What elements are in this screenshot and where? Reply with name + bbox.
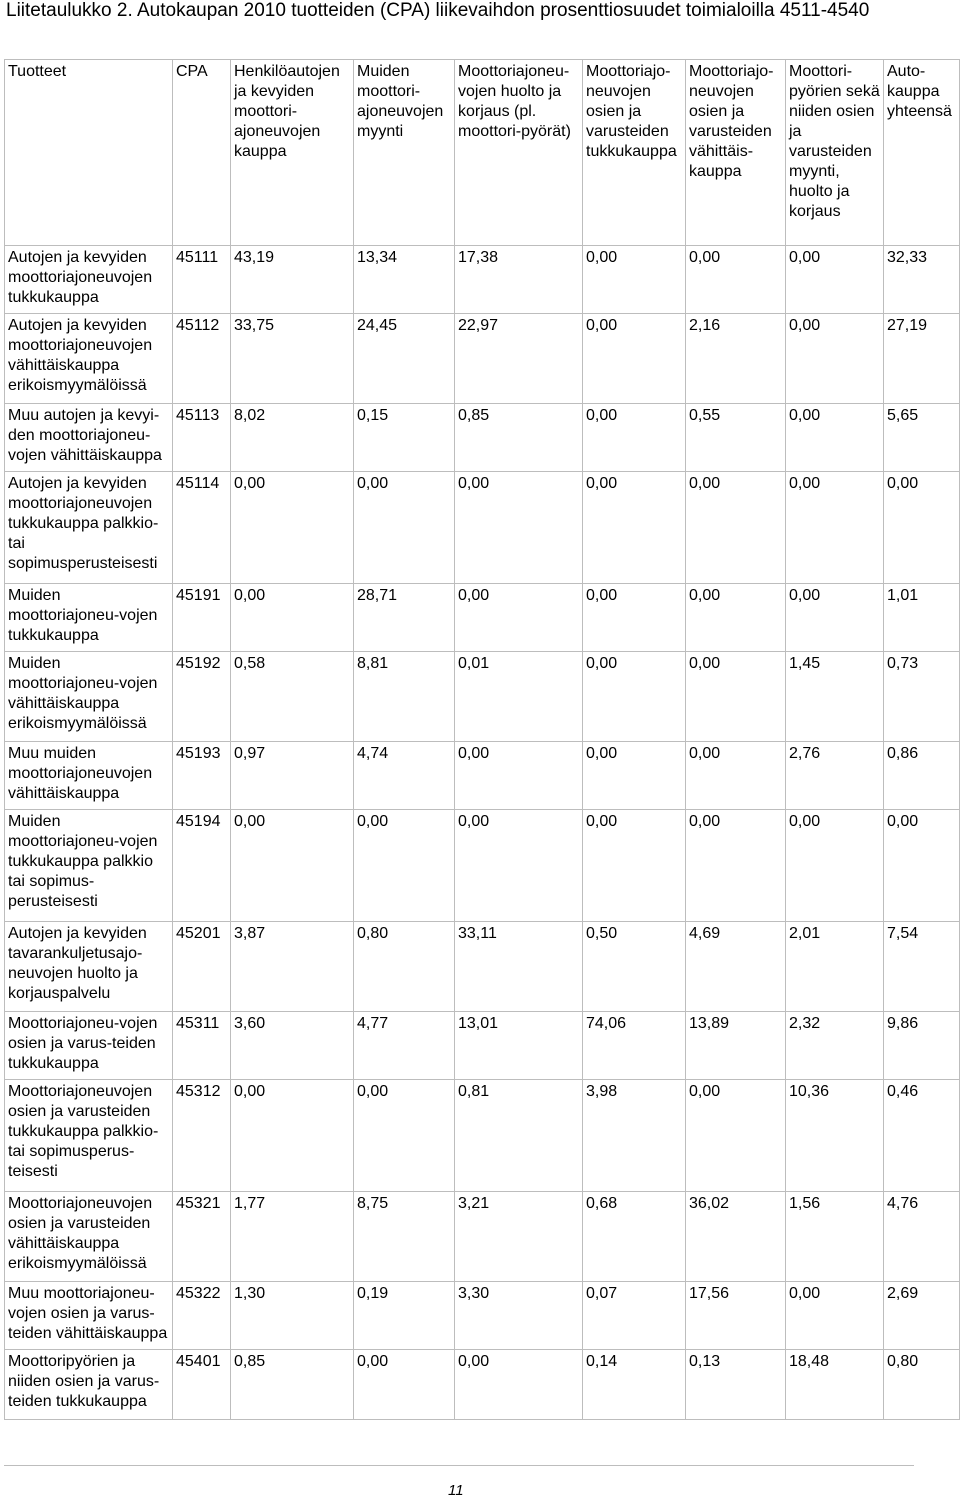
value-cell-car-trade: 1,77 <box>231 1192 354 1282</box>
header-parts-retail: Moottoriajo-neuvojen osien ja varusteiden vähittäis-kauppa <box>686 60 786 246</box>
product-name-cell: Autojen ja kevyiden tavarankuljetusajo-neuvojen huolto ja korjauspalvelu <box>5 922 173 1012</box>
value-cell-parts-retail: 0,00 <box>686 742 786 810</box>
value-cell-car-trade: 0,00 <box>231 584 354 652</box>
table-row <box>5 922 960 1012</box>
value-cell-car-trade: 0,00 <box>231 1080 354 1192</box>
table-row <box>5 810 960 922</box>
value-cell-car-trade: 0,00 <box>231 472 354 584</box>
value-cell-motorcycles: 1,56 <box>786 1192 884 1282</box>
cpa-code-cell: 45194 <box>173 810 231 922</box>
value-cell-other-vehicles-sales: 0,00 <box>354 472 455 584</box>
value-cell-parts-retail: 13,89 <box>686 1012 786 1080</box>
value-cell-car-trade: 0,85 <box>231 1350 354 1420</box>
value-cell-total: 0,80 <box>884 1350 960 1420</box>
value-cell-other-vehicles-sales: 8,81 <box>354 652 455 742</box>
value-cell-parts-wholesale: 0,00 <box>583 810 686 922</box>
value-cell-maintenance-repair: 0,00 <box>455 810 583 922</box>
value-cell-total: 9,86 <box>884 1012 960 1080</box>
value-cell-parts-wholesale: 0,14 <box>583 1350 686 1420</box>
cpa-code-cell: 45321 <box>173 1192 231 1282</box>
value-cell-total: 2,69 <box>884 1282 960 1350</box>
cpa-code-cell: 45201 <box>173 922 231 1012</box>
value-cell-parts-wholesale: 0,07 <box>583 1282 686 1350</box>
value-cell-other-vehicles-sales: 24,45 <box>354 314 455 404</box>
value-cell-total: 7,54 <box>884 922 960 1012</box>
value-cell-other-vehicles-sales: 0,00 <box>354 1080 455 1192</box>
header-motorcycles: Moottori-pyörien sekä niiden osien ja varusteiden myynti, huolto ja korjaus <box>786 60 884 246</box>
value-cell-other-vehicles-sales: 0,15 <box>354 404 455 472</box>
cpa-code-cell: 45192 <box>173 652 231 742</box>
product-name-cell: Muiden moottoriajoneu-vojen vähittäiskauppa erikoismyymälöissä <box>5 652 173 742</box>
value-cell-maintenance-repair: 3,30 <box>455 1282 583 1350</box>
product-name-cell: Moottoriajoneuvojen osien ja varusteiden vähittäiskauppa erikoismyymälöissä <box>5 1192 173 1282</box>
value-cell-maintenance-repair: 0,01 <box>455 652 583 742</box>
value-cell-motorcycles: 2,32 <box>786 1012 884 1080</box>
value-cell-parts-wholesale: 0,00 <box>583 246 686 314</box>
cpa-code-cell: 45193 <box>173 742 231 810</box>
value-cell-maintenance-repair: 33,11 <box>455 922 583 1012</box>
value-cell-maintenance-repair: 0,00 <box>455 472 583 584</box>
value-cell-parts-retail: 2,16 <box>686 314 786 404</box>
value-cell-parts-retail: 0,00 <box>686 246 786 314</box>
value-cell-parts-wholesale: 74,06 <box>583 1012 686 1080</box>
value-cell-motorcycles: 1,45 <box>786 652 884 742</box>
value-cell-other-vehicles-sales: 4,74 <box>354 742 455 810</box>
value-cell-car-trade: 8,02 <box>231 404 354 472</box>
value-cell-maintenance-repair: 0,85 <box>455 404 583 472</box>
value-cell-car-trade: 1,30 <box>231 1282 354 1350</box>
header-car-trade: Henkilöautojen ja kevyiden moottori-ajoneuvojen kauppa <box>231 60 354 246</box>
cpa-code-cell: 45322 <box>173 1282 231 1350</box>
table-row <box>5 1080 960 1192</box>
cpa-code-cell: 45312 <box>173 1080 231 1192</box>
value-cell-other-vehicles-sales: 4,77 <box>354 1012 455 1080</box>
value-cell-other-vehicles-sales: 28,71 <box>354 584 455 652</box>
value-cell-motorcycles: 0,00 <box>786 314 884 404</box>
value-cell-other-vehicles-sales: 8,75 <box>354 1192 455 1282</box>
cpa-code-cell: 45191 <box>173 584 231 652</box>
value-cell-parts-wholesale: 0,50 <box>583 922 686 1012</box>
table-row <box>5 652 960 742</box>
value-cell-parts-retail: 4,69 <box>686 922 786 1012</box>
product-name-cell: Autojen ja kevyiden moottoriajoneuvojen tukkukauppa palkkio-tai sopimusperusteisesti <box>5 472 173 584</box>
value-cell-maintenance-repair: 0,00 <box>455 742 583 810</box>
value-cell-motorcycles: 0,00 <box>786 472 884 584</box>
value-cell-car-trade: 43,19 <box>231 246 354 314</box>
value-cell-motorcycles: 2,76 <box>786 742 884 810</box>
table-row <box>5 1012 960 1080</box>
value-cell-parts-wholesale: 0,00 <box>583 472 686 584</box>
value-cell-maintenance-repair: 13,01 <box>455 1012 583 1080</box>
value-cell-maintenance-repair: 0,81 <box>455 1080 583 1192</box>
header-total: Auto-kauppa yhteensä <box>884 60 960 246</box>
value-cell-motorcycles: 0,00 <box>786 1282 884 1350</box>
value-cell-maintenance-repair: 0,00 <box>455 584 583 652</box>
value-cell-parts-retail: 0,00 <box>686 1080 786 1192</box>
value-cell-car-trade: 0,97 <box>231 742 354 810</box>
value-cell-parts-retail: 17,56 <box>686 1282 786 1350</box>
cpa-code-cell: 45311 <box>173 1012 231 1080</box>
value-cell-total: 0,86 <box>884 742 960 810</box>
value-cell-other-vehicles-sales: 0,00 <box>354 1350 455 1420</box>
value-cell-maintenance-repair: 0,00 <box>455 1350 583 1420</box>
value-cell-total: 32,33 <box>884 246 960 314</box>
value-cell-parts-wholesale: 3,98 <box>583 1080 686 1192</box>
value-cell-motorcycles: 2,01 <box>786 922 884 1012</box>
value-cell-parts-wholesale: 0,68 <box>583 1192 686 1282</box>
table-row <box>5 404 960 472</box>
table-title: Liitetaulukko 2. Autokaupan 2010 tuotteiden (CPA) liikevaihdon prosenttiosuudet toimialoilla 4511-4540 <box>6 0 870 21</box>
table-body <box>5 246 960 1420</box>
cpa-code-cell: 45112 <box>173 314 231 404</box>
value-cell-parts-wholesale: 0,00 <box>583 404 686 472</box>
value-cell-parts-retail: 0,00 <box>686 472 786 584</box>
value-cell-total: 0,00 <box>884 810 960 922</box>
value-cell-parts-retail: 36,02 <box>686 1192 786 1282</box>
value-cell-parts-wholesale: 0,00 <box>583 314 686 404</box>
value-cell-car-trade: 3,87 <box>231 922 354 1012</box>
product-name-cell: Muiden moottoriajoneu-vojen tukkukauppa <box>5 584 173 652</box>
value-cell-other-vehicles-sales: 13,34 <box>354 246 455 314</box>
page-number: 11 <box>448 1482 464 1499</box>
product-name-cell: Muu moottoriajoneu-vojen osien ja varus-teiden vähittäiskauppa <box>5 1282 173 1350</box>
table-row <box>5 472 960 584</box>
value-cell-maintenance-repair: 17,38 <box>455 246 583 314</box>
cpa-code-cell: 45111 <box>173 246 231 314</box>
header-parts-wholesale: Moottoriajo-neuvojen osien ja varusteiden tukkukauppa <box>583 60 686 246</box>
percent-share-table <box>4 59 960 1420</box>
value-cell-motorcycles: 0,00 <box>786 584 884 652</box>
product-name-cell: Autojen ja kevyiden moottoriajoneuvojen tukkukauppa <box>5 246 173 314</box>
product-name-cell: Moottoripyörien ja niiden osien ja varus-teiden tukkukauppa <box>5 1350 173 1420</box>
value-cell-other-vehicles-sales: 0,00 <box>354 810 455 922</box>
header-row <box>5 60 960 246</box>
product-name-cell: Muiden moottoriajoneu-vojen tukkukauppa palkkio tai sopimus-perusteisesti <box>5 810 173 922</box>
table-row <box>5 742 960 810</box>
value-cell-total: 5,65 <box>884 404 960 472</box>
footer-divider <box>4 1465 914 1466</box>
value-cell-parts-wholesale: 0,00 <box>583 584 686 652</box>
cpa-code-cell: 45114 <box>173 472 231 584</box>
cpa-code-cell: 45401 <box>173 1350 231 1420</box>
value-cell-total: 1,01 <box>884 584 960 652</box>
header-other-vehicles-sales: Muiden moottori-ajoneuvojen myynti <box>354 60 455 246</box>
value-cell-car-trade: 0,00 <box>231 810 354 922</box>
value-cell-total: 4,76 <box>884 1192 960 1282</box>
product-name-cell: Moottoriajoneu-vojen osien ja varus-teiden tukkukauppa <box>5 1012 173 1080</box>
header-cpa: CPA <box>173 60 231 246</box>
value-cell-motorcycles: 18,48 <box>786 1350 884 1420</box>
value-cell-total: 0,00 <box>884 472 960 584</box>
value-cell-motorcycles: 10,36 <box>786 1080 884 1192</box>
value-cell-total: 0,46 <box>884 1080 960 1192</box>
value-cell-total: 27,19 <box>884 314 960 404</box>
table-row <box>5 314 960 404</box>
value-cell-car-trade: 33,75 <box>231 314 354 404</box>
table-row <box>5 584 960 652</box>
header-maintenance-repair: Moottoriajoneu-vojen huolto ja korjaus (pl. moottori-pyörät) <box>455 60 583 246</box>
value-cell-other-vehicles-sales: 0,19 <box>354 1282 455 1350</box>
table-row <box>5 1192 960 1282</box>
value-cell-other-vehicles-sales: 0,80 <box>354 922 455 1012</box>
product-name-cell: Moottoriajoneuvojen osien ja varusteiden tukkukauppa palkkio-tai sopimusperus-teisesti <box>5 1080 173 1192</box>
table-row <box>5 246 960 314</box>
table-row <box>5 1282 960 1350</box>
value-cell-parts-retail: 0,00 <box>686 652 786 742</box>
value-cell-car-trade: 3,60 <box>231 1012 354 1080</box>
value-cell-car-trade: 0,58 <box>231 652 354 742</box>
cpa-code-cell: 45113 <box>173 404 231 472</box>
value-cell-maintenance-repair: 22,97 <box>455 314 583 404</box>
value-cell-motorcycles: 0,00 <box>786 404 884 472</box>
product-name-cell: Muu muiden moottoriajoneuvojen vähittäiskauppa <box>5 742 173 810</box>
product-name-cell: Muu autojen ja kevyi-den moottoriajoneu-vojen vähittäiskauppa <box>5 404 173 472</box>
product-name-cell: Autojen ja kevyiden moottoriajoneuvojen vähittäiskauppa erikoismyymälöissä <box>5 314 173 404</box>
value-cell-parts-retail: 0,00 <box>686 810 786 922</box>
value-cell-motorcycles: 0,00 <box>786 810 884 922</box>
value-cell-parts-retail: 0,55 <box>686 404 786 472</box>
header-products: Tuotteet <box>5 60 173 246</box>
value-cell-maintenance-repair: 3,21 <box>455 1192 583 1282</box>
value-cell-motorcycles: 0,00 <box>786 246 884 314</box>
value-cell-parts-wholesale: 0,00 <box>583 652 686 742</box>
value-cell-parts-retail: 0,13 <box>686 1350 786 1420</box>
table-row <box>5 1350 960 1420</box>
value-cell-parts-retail: 0,00 <box>686 584 786 652</box>
value-cell-total: 0,73 <box>884 652 960 742</box>
value-cell-parts-wholesale: 0,00 <box>583 742 686 810</box>
